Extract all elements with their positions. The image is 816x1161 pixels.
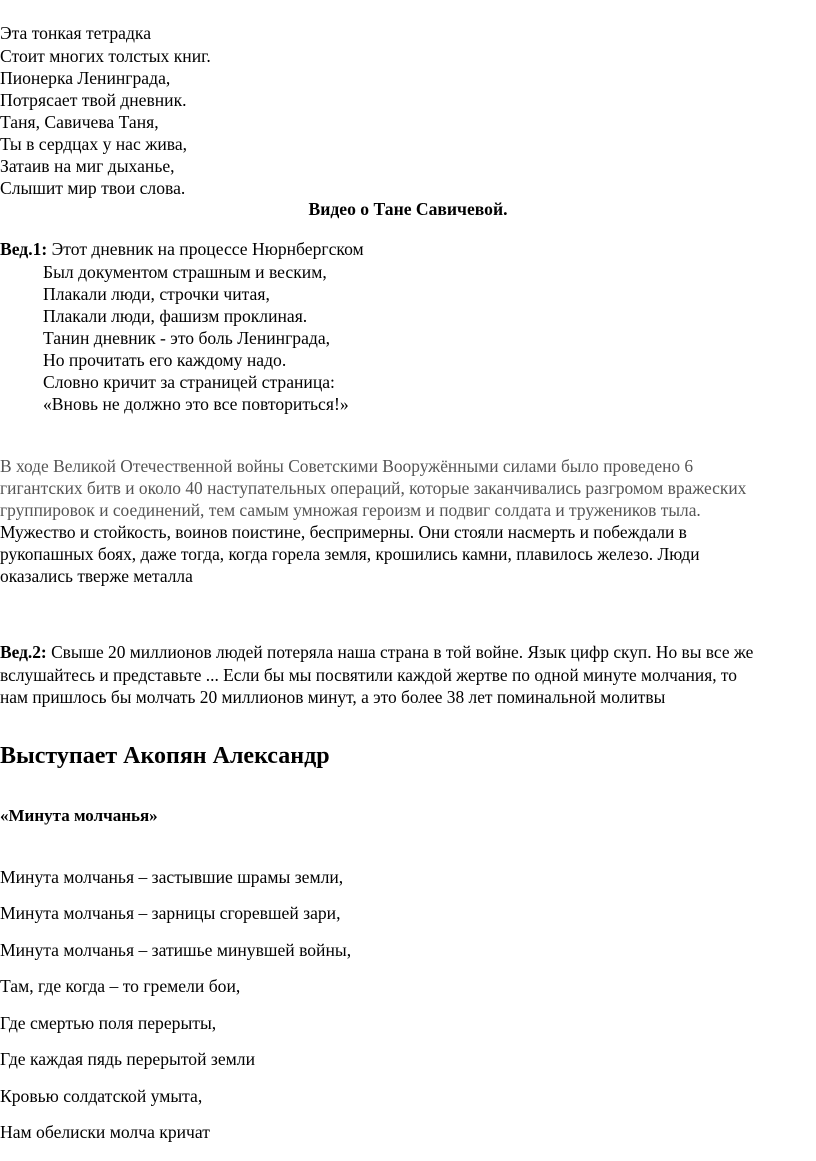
ved1-line: Словно кричит за страницей страница:: [43, 372, 335, 392]
ved1-first-line: [0, 238, 364, 260]
poem-line: Минута молчанья – зарницы сгоревшей зари,: [0, 903, 341, 923]
poem-line: Кровью солдатской умыта,: [0, 1086, 203, 1106]
poem-line: Слышит мир твои слова.: [0, 178, 186, 198]
ved1-line: Танин дневник - это боль Ленинграда,: [43, 328, 331, 348]
ved1-line: Был документом страшным и веским,: [43, 262, 327, 282]
speaker-label: Вед.1:: [0, 239, 48, 259]
poem-line: Где каждая пядь перерытой земли: [0, 1049, 255, 1069]
paragraph-line: гигантских битв и около 40 наступательных операций, которые заканчивались разгромом вражеских: [0, 478, 747, 498]
performer-heading: Выступает Акопян Александр: [0, 743, 330, 769]
poem-line: Где смертью поля перерыты,: [0, 1013, 217, 1033]
poem-title: «Минута молчанья»: [0, 806, 158, 825]
paragraph-line: оказались тверже металла: [0, 566, 193, 586]
paragraph-line: группировок и соединений, тем самым умножая героизм и подвиг солдата и тружеников тыла.: [0, 500, 701, 520]
poem-line: Пионерка Ленинграда,: [0, 68, 171, 88]
poem-line: Эта тонкая тетрадка: [0, 23, 152, 43]
poem-line: Нам обелиски молча кричат: [0, 1122, 210, 1142]
poem-line: Затаив на миг дыханье,: [0, 156, 175, 176]
poem-line: Минута молчанья – затишье минувшей войны,: [0, 940, 352, 960]
ved1-line: Плакали люди, фашизм проклиная.: [43, 306, 308, 326]
ved1-line: «Вновь не должно это все повториться!»: [43, 394, 349, 414]
paragraph-line: В ходе Великой Отечественной войны Советскими Вооружёнными силами было проведено 6: [0, 456, 694, 476]
poem-line: Ты в сердцах у нас жива,: [0, 134, 188, 154]
speaker-label: Вед.2:: [0, 642, 47, 662]
paragraph-line: рукопашных боях, даже тогда, когда горела земля, крошились камни, плавилось железо. Люди: [0, 544, 700, 564]
poem-line: Потрясает твой дневник.: [0, 90, 187, 110]
poem-line: Таня, Савичева Таня,: [0, 112, 159, 132]
ved2-line: вслушайтесь и представьте ... Если бы мы посвятили каждой жертве по одной минуте молчания, то: [0, 665, 737, 685]
ved1-text: Этот дневник на процессе Нюрнбергском: [47, 239, 364, 259]
poem-line: Минута молчанья – застывшие шрамы земли,: [0, 867, 344, 887]
paragraph-line: Мужество и стойкость, воинов поистине, беспримерны. Они стояли насмерть и побеждали в: [0, 522, 687, 542]
poem-line: Стоит многих толстых книг.: [0, 46, 211, 66]
video-heading: Видео о Тане Савичевой.: [308, 199, 508, 219]
poem-line: Там, где когда – то гремели бои,: [0, 976, 241, 996]
ved2-first-line: [0, 641, 753, 663]
ved1-line: Плакали люди, строчки читая,: [43, 284, 270, 304]
ved1-line: Но прочитать его каждому надо.: [43, 350, 287, 370]
ved2-text: Свыше 20 миллионов людей потеряла наша страна в той войне. Язык цифр скуп. Но вы все же: [46, 642, 754, 662]
ved2-line: нам пришлось бы молчать 20 миллионов минут, а это более 38 лет поминальной молитвы: [0, 687, 666, 707]
